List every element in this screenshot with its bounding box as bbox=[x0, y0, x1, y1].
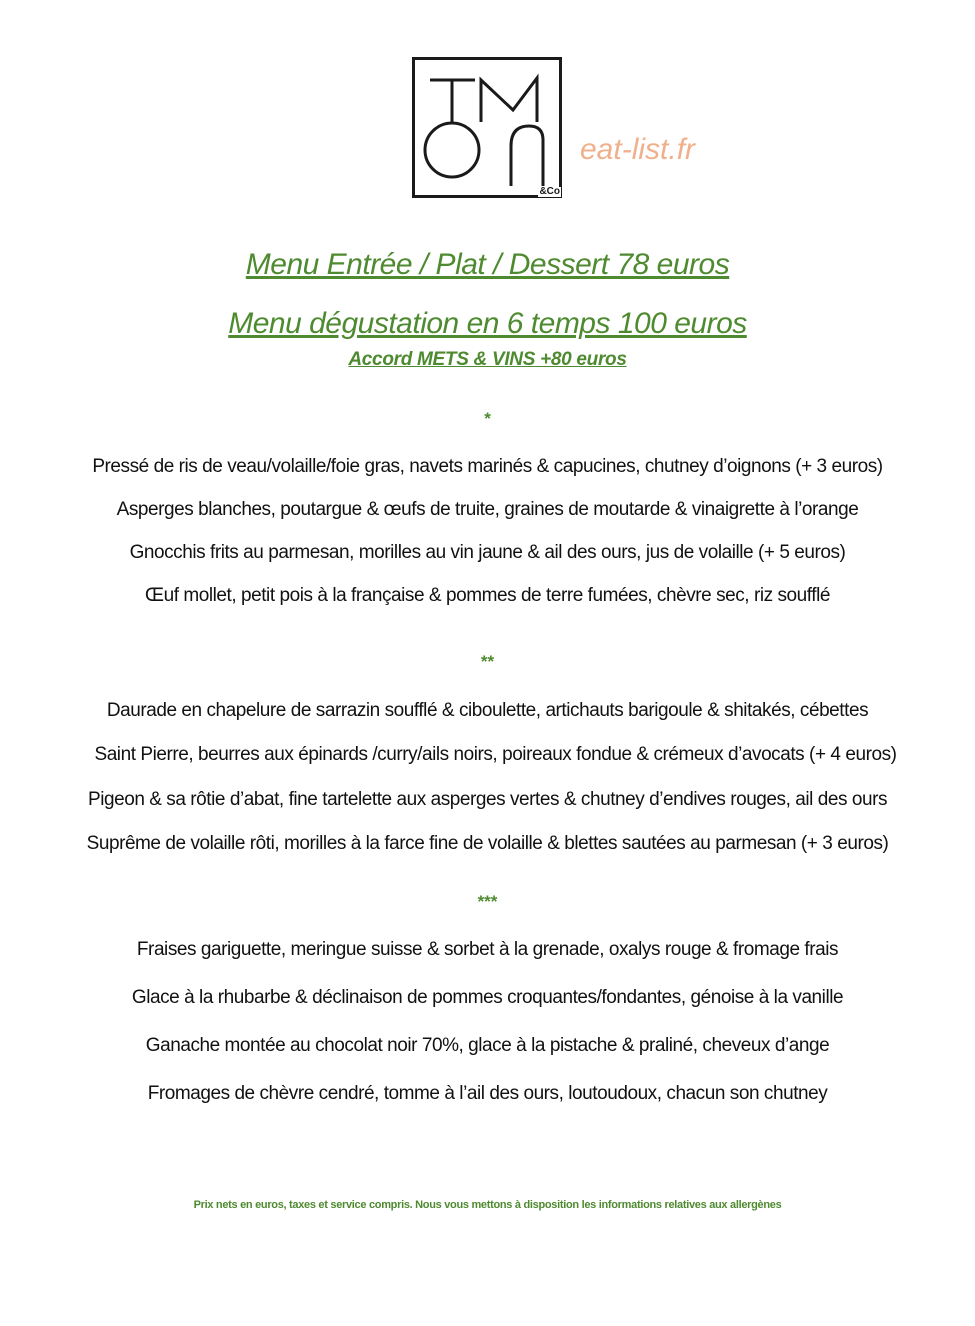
dish-item: Pigeon & sa rôtie d’abat, fine tartelette aux asperges vertes & chutney d’endives rouges, ail des ours bbox=[87, 789, 888, 810]
menu-tasting-title: Menu dégustation en 6 temps 100 euros bbox=[228, 307, 747, 340]
dish-item: Gnocchis frits au parmesan, morilles au vin jaune & ail des ours, jus de volaille (+ 5 euros) bbox=[129, 542, 846, 563]
section-marker-mains: ** bbox=[480, 652, 495, 671]
section-marker-desserts: *** bbox=[477, 892, 498, 911]
dish-item: Pressé de ris de veau/volaille/foie gras, navets marinés & capucines, chutney d’oignons (+ 3 euros) bbox=[92, 456, 883, 477]
dish-item: Fromages de chèvre cendré, tomme à l’ail des ours, loutoudoux, chacun son chutney bbox=[147, 1083, 828, 1104]
wine-pairing-title: Accord METS & VINS +80 euros bbox=[348, 349, 627, 370]
dish-item: Asperges blanches, poutargue & œufs de truite, graines de moutarde & vinaigrette à l’orange bbox=[116, 499, 859, 520]
dish-item: Œuf mollet, petit pois à la française & pommes de terre fumées, chèvre sec, riz soufflé bbox=[145, 585, 830, 606]
logo-monogram-icon bbox=[415, 60, 559, 195]
logo-tagline: &Co bbox=[539, 186, 560, 197]
dish-item: Ganache montée au chocolat noir 70%, glace à la pistache & praliné, cheveux d’ange bbox=[145, 1035, 830, 1056]
footer-note: Prix nets en euros, taxes et service compris. Nous vous mettons à disposition les informations relatives aux allergènes bbox=[193, 1199, 782, 1211]
dish-item: Suprême de volaille rôti, morilles à la farce fine de volaille & blettes sautées au parmesan (+ 3 euros) bbox=[86, 833, 889, 854]
dish-item: Daurade en chapelure de sarrazin soufflé & ciboulette, artichauts barigoule & shitakés, cébettes bbox=[106, 700, 869, 721]
section-marker-starters: * bbox=[484, 409, 491, 428]
dish-item: Glace à la rhubarbe & déclinaison de pommes croquantes/fondantes, génoise à la vanille bbox=[131, 987, 844, 1008]
dish-item: Fraises gariguette, meringue suisse & sorbet à la grenade, oxalys rouge & fromage frais bbox=[136, 939, 839, 960]
watermark-text: eat-list.fr bbox=[580, 133, 696, 166]
dish-item: Saint Pierre, beurres aux épinards /curry/ails noirs, poireaux fondue & crémeux d’avocats (+ 4 euros) bbox=[94, 744, 897, 765]
menu-formula-title: Menu Entrée / Plat / Dessert 78 euros bbox=[245, 248, 730, 281]
restaurant-logo bbox=[412, 57, 562, 198]
